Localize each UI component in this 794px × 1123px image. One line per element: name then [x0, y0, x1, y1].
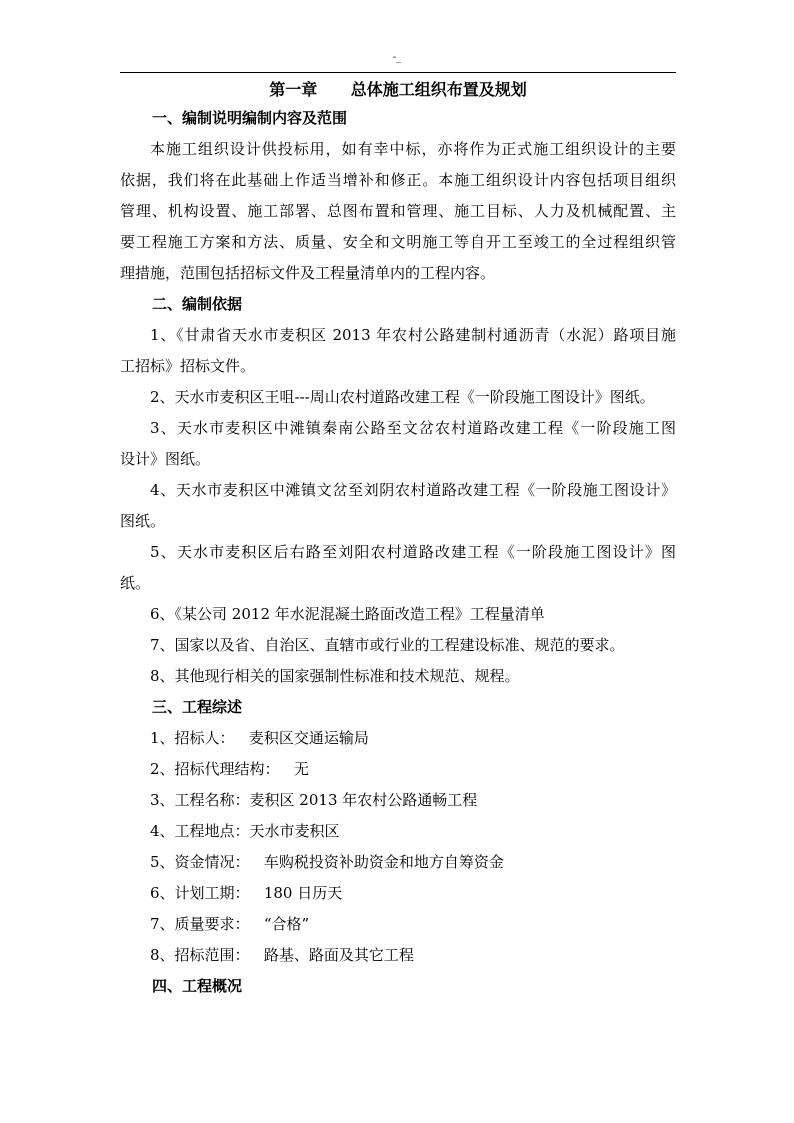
- section-heading-3: 三、工程综述: [152, 698, 243, 716]
- basis-item-4-cont: 图纸。: [120, 512, 166, 530]
- overview-item-2: 2、招标代理结构： 无: [150, 760, 309, 778]
- overview-item-8: 8、招标范围： 路基、路面及其它工程: [150, 946, 414, 964]
- basis-item-2: 2、天水市麦积区王咀---周山农村道路改建工程《一阶段施工图设计》图纸。: [150, 388, 655, 406]
- basis-item-5: 5、天水市麦积区后右路至刘阳农村道路改建工程《一阶段施工图设计》图: [150, 543, 676, 561]
- overview-item-7: 7、质量要求： “合格”: [150, 915, 310, 933]
- paragraph-line: 要工程施工方案和方法、质量、安全和文明施工等自开工至竣工的全过程组织管: [120, 233, 676, 251]
- overview-item-5: 5、资金情况： 车购税投资补助资金和地方自筹资金: [150, 853, 504, 871]
- paragraph-line: 管理、机构设置、施工部署、总图布置和管理、施工目标、人力及机械配置、主: [120, 202, 676, 220]
- overview-item-3: 3、工程名称：麦积区 2013 年农村公路通畅工程: [150, 791, 478, 809]
- basis-item-4: 4、天水市麦积区中滩镇文岔至刘阴农村道路改建工程《一阶段施工图设计》: [150, 481, 676, 499]
- chapter-title: 第一章 总体施工组织布置及规划: [269, 80, 527, 99]
- section-heading-2: 二、编制依据: [152, 295, 243, 313]
- document-body: [120, 76, 676, 1002]
- paragraph-line: 本施工组织设计供投标用，如有幸中标，亦将作为正式施工组织设计的主要: [150, 140, 676, 158]
- overview-item-4: 4、工程地点：天水市麦积区: [150, 822, 340, 840]
- section-heading-4: 四、工程概况: [152, 977, 243, 995]
- basis-item-3: 3、天水市麦积区中滩镇秦南公路至文岔农村道路改建工程《一阶段施工图: [150, 419, 676, 437]
- paragraph-line: 依据，我们将在此基础上作适当增补和修正。本施工组织设计内容包括项目组织: [120, 171, 676, 189]
- basis-item-3-cont: 设计》图纸。: [120, 450, 211, 468]
- basis-item-6: 6、《某公司 2012 年水泥混凝土路面改造工程》工程量清单: [150, 605, 545, 623]
- overview-item-6: 6、计划工期： 180 日历天: [150, 884, 343, 902]
- section-heading-1: 一、编制说明编制内容及范围: [152, 109, 348, 127]
- basis-item-1: 1、《甘肃省天水市麦积区 2013 年农村公路建制村通沥青（水泥）路项目施: [150, 326, 676, 344]
- basis-item-7: 7、国家以及省、自治区、直辖市或行业的工程建设标准、规范的要求。: [150, 636, 625, 654]
- overview-item-1: 1、招标人： 麦积区交通运输局: [150, 729, 369, 747]
- header-rule: [120, 72, 676, 73]
- paragraph-line: 理措施，范围包括招标文件及工程量清单内的工程内容。: [120, 264, 496, 282]
- basis-item-5-cont: 纸。: [120, 574, 151, 592]
- basis-item-1-cont: 工招标》招标文件。: [120, 357, 256, 375]
- page-header-mark: -_: [392, 52, 402, 63]
- basis-item-8: 8、其他现行相关的国家强制性标准和技术规范、规程。: [150, 667, 520, 685]
